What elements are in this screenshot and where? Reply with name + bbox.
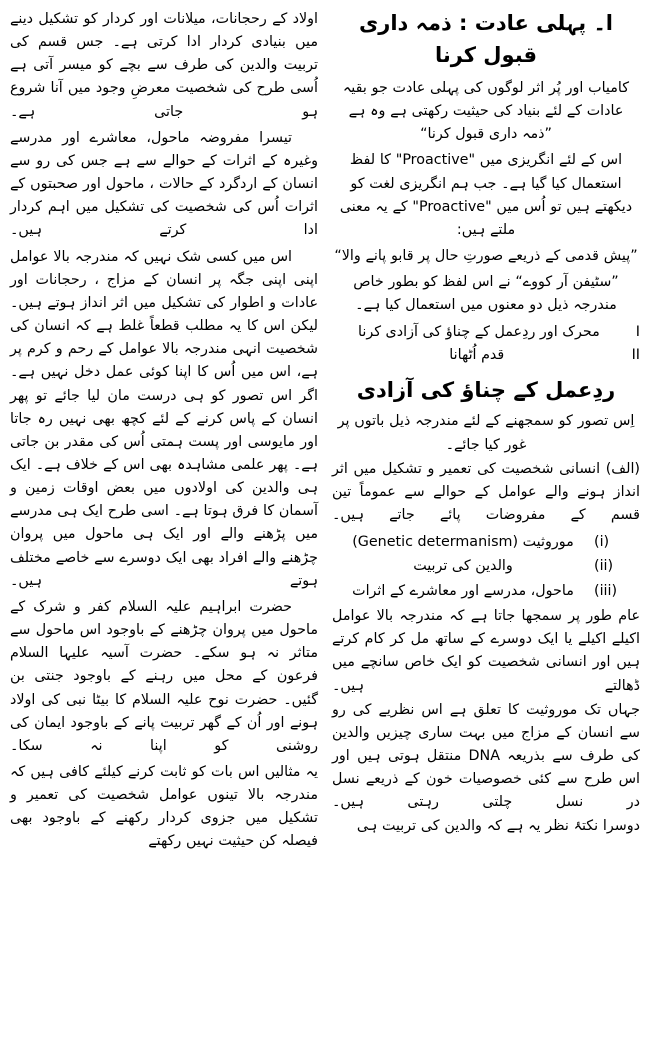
list-item-label: قدم اُٹھانا — [449, 346, 505, 363]
paragraph: یہ مثالیں اس بات کو ثابت کرنے کیلئے کافی ہیں کہ مندرجہ بالا تینوں عوامل شخصیت کی تعمیر و تشکیل میں جزوی کردار رکھنے کے باوجود بھی فیصلہ کن حیثیت نہیں رکھتے — [10, 764, 318, 850]
paragraph: اولاد کے رحجانات، میلانات اور کردار کو تشکیل دینے میں بنیادی کردار ادا کرتی ہے۔ جس قسم کی تربیت والدین کی طرف سے بچے کو میسر آتی ہے اُسی طرح کی شخصیت معرضِ وجود میں آنا شروع ہو جاتی ہے۔ — [10, 11, 318, 120]
two-column-layout — [10, 8, 640, 1043]
assumption-label: والدین کی تربیت — [413, 558, 513, 575]
assumption-item — [332, 554, 640, 578]
paragraph: اِس تصور کو سمجھنے کے لئے مندرجہ ذیل باتوں پر غور کیا جائے۔ — [337, 413, 635, 453]
paragraph: کامیاب اور پُر اثر لوگوں کی پہلی عادت جو بقیہ عادات کے لئے بنیاد کی حیثیت رکھتی ہے وہ ہے ”ذمہ داری قبول کرنا“ — [342, 80, 630, 143]
list-marker: I — [635, 323, 640, 340]
list-marker: II — [631, 346, 640, 363]
list-item — [332, 321, 640, 344]
list-item — [332, 344, 640, 367]
assumption-item — [332, 530, 640, 554]
paragraph: جہاں تک موروثیت کا تعلق ہے اس نظریے کی رو سے انسان کے مزاج میں بہت ساری چیزیں والدین کی طرف سے بذریعہ DNA منتقل ہوتی ہیں اور اس طرح سے کئی خصوصیات خون کے ذریعے نسل در نسل چلتی رہتی ہیں۔ — [332, 701, 640, 811]
paragraph: عام طور پر سمجھا جاتا ہے کہ مندرجہ بالا عوامل اکیلے اکیلے یا ایک دوسرے کے ساتھ مل کر کام کرتے ہیں اور انسانی شخصیت کو ایک خاص سانچے میں ڈھالتے ہیں۔ — [332, 608, 640, 694]
assumption-label: موروثیت (Genetic determanism) — [352, 534, 574, 551]
left-column — [10, 8, 318, 1043]
paragraph: (الف) انسانی شخصیت کی تعمیر و تشکیل میں اثر انداز ہونے والے عوامل کے حوالے سے عموماً تین قسم کے مفروضات پائے جاتے ہیں۔ — [332, 460, 640, 523]
paragraph: ”سٹیفن آر کووے“ نے اس لفظ کو بطور خاص مندرجہ ذیل دو معنوں میں استعمال کیا ہے۔ — [353, 274, 619, 314]
assumption-label: ماحول، مدرسے اور معاشرے کے اثرات — [352, 582, 574, 599]
list-item-label: محرک اور ردِعمل کے چناؤ کی آزادی کرنا — [357, 323, 600, 340]
paragraph: تیسرا مفروضہ ماحول، معاشرے اور مدرسے وغیرہ کے اثرات کے حوالے سے ہے جس کی رو سے انسان کے اردگرد کے حالات ، ماحول اور صحبتوں کے اثرات اُس کی شخصیت کی تشکیل میں اہم کردار ادا کرتے ہیں۔ — [10, 129, 318, 239]
assumption-marker: (ii) — [594, 558, 614, 575]
assumption-marker: (i) — [594, 534, 610, 551]
paragraph: اس میں کسی شک نہیں کہ مندرجہ بالا عوامل اپنی اپنی جگہ پر انسان کے مزاج ، رحجانات اور عادات و اطوار کی تشکیل میں اثر انداز ہوتے ہیں۔ لیکن اس کا یہ مطلب قطعاً غلط ہے کہ انسان کی شخصیت انہی مندرجہ بالا عوامل کے رحم و کرم پر ہے، اس میں اُس کا اپنا کوئی عمل دخل نہیں ہے۔ اگر اس تصور کو ہی درست مان لیا جائے تو پھر انسان کے پاس کرنے کے لئے کچھ بھی نہیں رہ جاتا اور مایوسی اور پست ہمتی اُس کی مقدر بن جاتی ہے۔ پھر علمی مشاہدہ بھی اس کے خلاف ہے۔ ایک ہی والدین کی اولادوں میں بعض اوقات زمین و آسمان کا فرق ہوتا ہے۔ اسی طرح ایک ہی مدرسے میں پڑھنے والے اور ایک ہی ماحول میں پروان چڑھنے والے افراد بھی ایک دوسرے سے خاصے مختلف ہوتے ہیں۔ — [10, 248, 318, 589]
paragraph: اس کے لئے انگریزی میں "Proactive" کا لفظ استعمال کیا گیا ہے۔ جب ہم انگریزی لغت کو دیکھتے ہیں تو اُس میں "Proactive" کے یہ معنی ملتے ہیں: — [339, 152, 633, 238]
assumption-item — [332, 579, 640, 603]
paragraph: دوسرا نکتۂ نظر یہ ہے کہ والدین کی تربیت ہی — [356, 818, 640, 835]
chapter-title: ا۔ پہلی عادت : ذمہ داری قبول کرنا — [359, 11, 613, 67]
right-column — [332, 8, 640, 1043]
paragraph: حضرت ابراہیم علیہ السلام کفر و شرک کے ماحول میں پروان چڑھنے کے باوجود اس ماحول سے متاثر نہ ہو سکے۔ حضرت آسیہ علیہا السلام فرعون کے محل میں رہنے کے باوجود جنتی بن گئیں۔ حضرت نوح علیہ السلام کا بیٹا نبی کی اولاد ہونے اور اُن کے گھر تربیت پانے کے باوجود ایمان کی روشنی کو اپنا نہ سکا۔ — [10, 598, 318, 754]
quote-definition: ”پیش قدمی کے ذریعے صورتِ حال پر قابو پانے والا“ — [334, 248, 638, 265]
section-title: ردِعمل کے چناؤ کی آزادی — [356, 377, 616, 402]
assumption-marker: (iii) — [594, 582, 618, 599]
